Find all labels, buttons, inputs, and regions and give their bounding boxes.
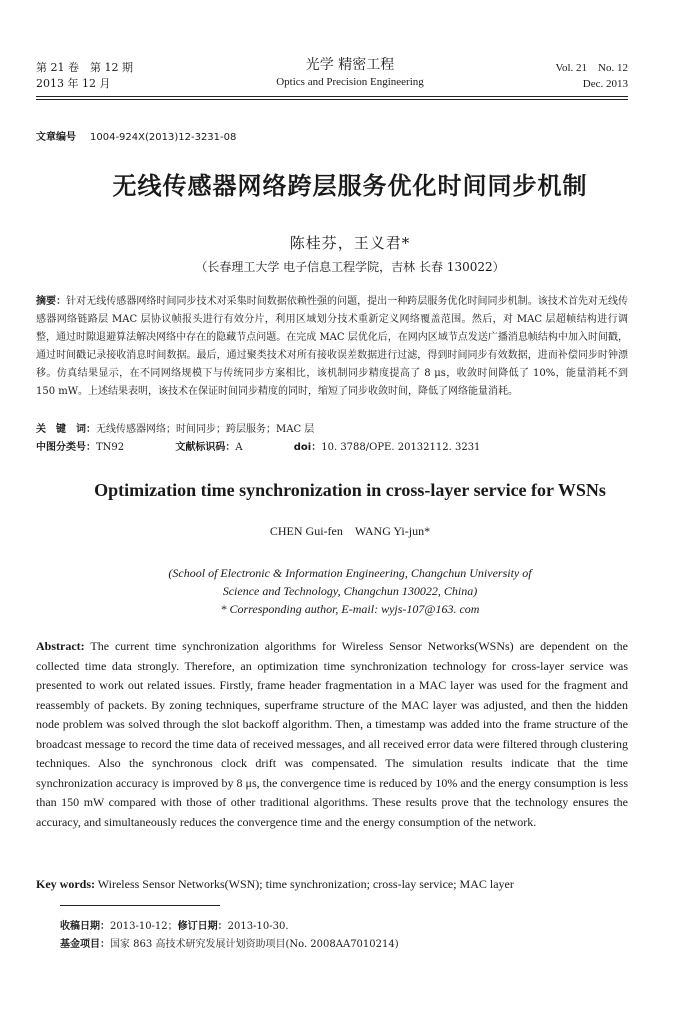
classification-line xyxy=(36,439,528,457)
journal-name-cn: 光学 精密工程 xyxy=(305,57,395,73)
footnote-dates xyxy=(60,920,289,934)
revised-date: 2013-10-30. xyxy=(227,921,289,932)
class-value: TN92 xyxy=(96,442,125,453)
corresponding-author: * Corresponding author, E-mail: wyjs-107@163. com xyxy=(220,602,480,616)
header-rule-bottom xyxy=(36,99,628,100)
article-number-value: 1004-924X(2013)12-3231-08 xyxy=(90,132,237,143)
footnote-rule xyxy=(60,905,220,906)
doc-code-label: 文献标识码： xyxy=(175,442,236,453)
revised-label: 修订日期： xyxy=(177,921,228,932)
article-number xyxy=(36,128,236,143)
title-cn: 无线传感器网络跨层服务优化时间同步机制 xyxy=(112,172,588,200)
keywords-cn-label: 关 键 词： xyxy=(36,424,96,435)
journal-name-en: Optics and Precision Engineering xyxy=(276,76,424,88)
abstract-cn xyxy=(36,293,628,401)
affiliation-en xyxy=(0,564,700,618)
abstract-cn-label: 摘要： xyxy=(36,296,67,307)
abstract-en-label: Abstract: xyxy=(36,639,85,653)
authors-cn: 陈桂芬，王义君* xyxy=(289,234,411,252)
volume-issue-cn: 第 21 卷 第 12 期 xyxy=(36,61,133,74)
abstract-cn-text: 针对无线传感器网络时间同步技术对采集时间数据依赖性强的问题，提出一种跨层服务优化时间同步机制。该技术首先对无线传感器网络链路层 MAC 层协议帧报头进行有效分片，利用区域划分技术重新定义网络覆盖范围。然后，对 MAC 层超帧结构进行调整，通过时隙退避算法解决网络中存在的隐藏节点问题。在完成 MAC 层优化后，在网内区域节点发送广播消息帧结构中加入时间戳，通过时间戳记录接收消息时间数据。最后，通过聚类技术对所有接收误差数据进行过滤，得到时间同步有效数据，进而补偿同步时钟漂移。仿真结果显示，在不同网络规模下与传统同步方案相比，该机制同步精度提高了 8 μs，收敛时间降低了 10%，能量消耗不到 150 mW。上述结果表明，该技术在保证时间同步精度的同时，缩短了同步收敛时间，降低了网络能量消耗。 xyxy=(36,296,629,397)
received-date: 2013-10-12； xyxy=(110,921,178,932)
authors-en: CHEN Gui-fen WANG Yi-jun* xyxy=(269,524,431,538)
header-right xyxy=(555,60,628,92)
keywords-en-text: Wireless Sensor Networks(WSN); time synchronization; cross-lay service; MAC layer xyxy=(97,877,514,891)
abstract-en-text: The current time synchronization algorithms for Wireless Sensor Networks(WSNs) are dependent on the collected time data strongly. Therefore, an optimization time synchronization technology for cross-layer service was presented to work out related issues. Firstly, frame header fragmentation in a MAC layer was used for the fragment and reassembly of packets. By zoning techniques, superframe structure of the MAC layer was adjusted, and then the hidden node problem was solved through the slot backoff algorithm. Then, a timestamp was added into the frame structure of the broadcast message to record the time data of received messages, and all received error data were filtered through clustering techniques. Also the synchronous clock drift was compensated. The simulation results indicate that the time synchronization accuracy is improved by 8 μs, the convergence time is reduced by 10% and the energy consumption is less than 150 mW compared with those of other traditional algorithms. These results prove that the technology ensures the accuracy, and simultaneously reduces the convergence time and the energy consumption of the network. xyxy=(36,639,628,829)
date-cn: 2013 年 12 月 xyxy=(36,77,111,90)
doi-value: 10. 3788/OPE. 20132112. 3231 xyxy=(321,442,481,453)
date-en: Dec. 2013 xyxy=(582,78,628,90)
title-en: Optimization time synchronization in cross-layer service for WSNs xyxy=(94,480,606,500)
doi-label: doi： xyxy=(293,442,322,453)
class-label: 中图分类号： xyxy=(36,442,96,453)
footnote-fund xyxy=(60,938,399,952)
keywords-en xyxy=(36,877,514,892)
doc-code-value: A xyxy=(235,442,243,453)
affiliation-en-line-2: Science and Technology, Changchun 130022, China) xyxy=(222,584,478,598)
header-rule-top xyxy=(36,96,628,97)
keywords-cn-text: 无线传感器网络；时间同步；跨层服务；MAC 层 xyxy=(96,424,315,435)
keywords-cn xyxy=(36,421,314,439)
volume-issue-en: Vol. 21 No. 12 xyxy=(555,62,628,74)
affiliation-en-line-1: (School of Electronic & Information Engineering, Changchun University of xyxy=(168,566,532,580)
affiliation-cn: （长春理工大学 电子信息工程学院，吉林 长春 130022） xyxy=(195,260,505,274)
fund-label: 基金项目： xyxy=(60,939,110,950)
article-number-label: 文章编号 xyxy=(36,132,76,143)
fund-text: 国家 863 高技术研究发展计划资助项目(No. 2008AA7010214) xyxy=(110,939,399,950)
received-label: 收稿日期： xyxy=(60,921,110,932)
abstract-en xyxy=(36,637,628,832)
keywords-en-label: Key words: xyxy=(36,877,95,891)
